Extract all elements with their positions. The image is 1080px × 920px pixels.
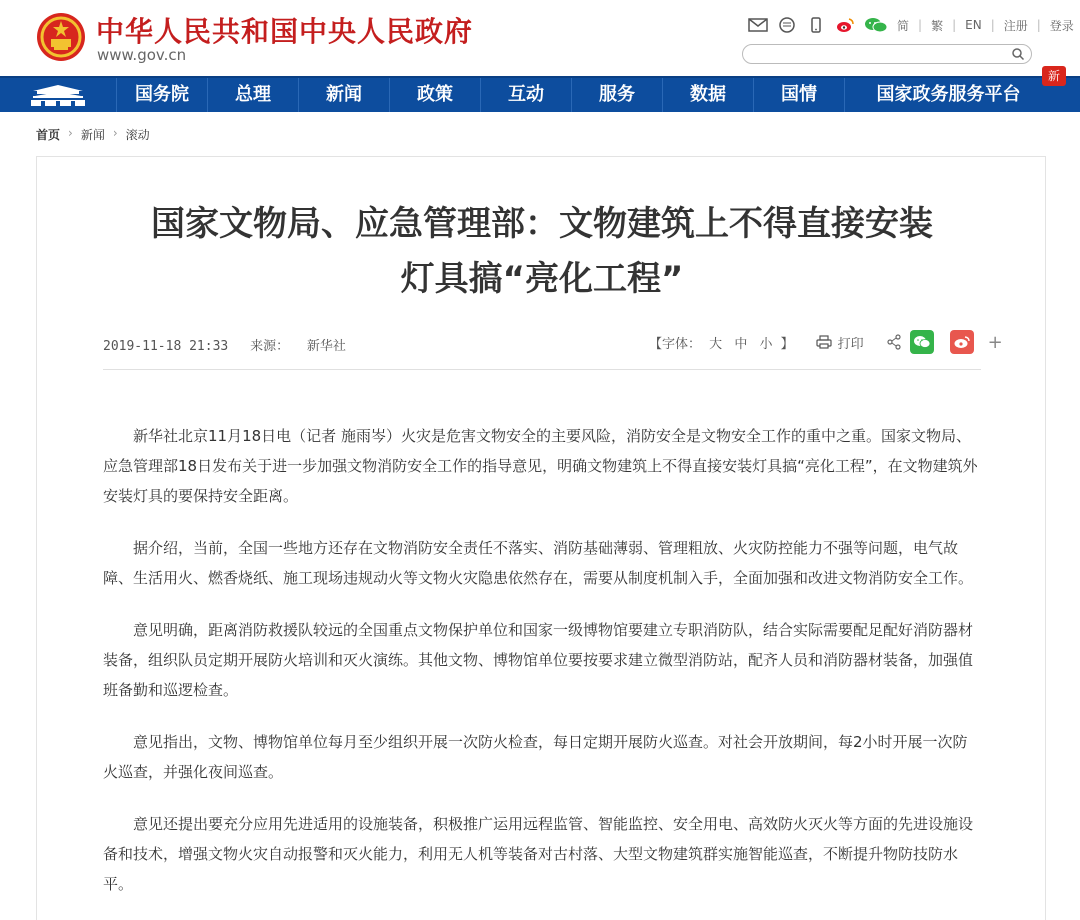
article-title-line2: 灯具搞“亮化工程” [400, 259, 684, 299]
source-label: 来源： [250, 339, 290, 354]
font-size-label: 【字体： [649, 336, 702, 352]
share-icon[interactable] [886, 334, 902, 350]
nav-item-data[interactable]: 数据 [662, 78, 753, 112]
chat-icon[interactable] [777, 17, 797, 33]
breadcrumb-news[interactable]: 新闻 [80, 128, 105, 142]
top-links [748, 14, 1074, 36]
main-nav [0, 69, 1080, 112]
search-icon[interactable] [1011, 47, 1025, 61]
nav-item-news[interactable]: 新闻 [298, 78, 389, 112]
article-body [103, 421, 981, 920]
article-title-line1: 国家文物局、应急管理部：文物建筑上不得直接安装 [151, 204, 933, 244]
site-domain: www.gov.cn [97, 46, 187, 64]
article-paragraph: 据介绍，当前，全国一些地方还存在文物消防安全责任不落实、消防基础薄弱、管理粗放、火灾防控能力不强等问题，电气故障、生活用火、燃香烧纸、施工现场违规动火等文物火灾隐患依然存在，需要从制度机制入手，全面加强和改进文物消防安全工作。 [103, 539, 974, 587]
font-size-close: 】 [780, 336, 794, 352]
breadcrumb-home[interactable]: 首页 [36, 128, 61, 142]
nav-items [116, 78, 1052, 112]
share-weibo-button[interactable] [950, 330, 974, 354]
printer-icon [816, 335, 832, 349]
nav-home[interactable] [0, 78, 116, 112]
source-name: 新华社 [306, 339, 346, 354]
search-input[interactable] [753, 47, 1003, 65]
lang-english-link[interactable]: EN [965, 18, 982, 32]
print-button[interactable] [816, 333, 864, 352]
more-share-icon[interactable]: + [987, 331, 1003, 353]
breadcrumb [36, 126, 150, 143]
article-meta [103, 335, 346, 354]
link-separator: | [1036, 18, 1041, 32]
article-paragraph: 新华社北京11月18日电（记者 施雨岑）火灾是危害文物安全的主要风险，消防安全是文物安全工作的重中之重。国家文物局、应急管理部18日发布关于进一步加强文物消防安全工作的指导意见，明确文物建筑上不得直接安装灯具搞“亮化工程”，在文物建筑外安装灯具的要保持安全距离。 [103, 427, 978, 505]
mail-icon[interactable] [748, 17, 768, 33]
national-emblem-icon[interactable] [36, 12, 86, 62]
lang-simplified-link[interactable]: 简 [897, 18, 910, 33]
nav-item-services[interactable]: 服务 [571, 78, 662, 112]
article-paragraph: 意见指出，文物、博物馆单位每月至少组织开展一次防火检查，每日定期开展防火巡查。对社会开放期间，每2小时开展一次防火巡查，并强化夜间巡查。 [103, 733, 968, 781]
chevron-right-icon: › [112, 126, 118, 140]
wechat-icon[interactable] [864, 17, 888, 33]
article-paragraph: 意见明确，距离消防救援队较远的全国重点文物保护单位和国家一级博物馆要建立专职消防队，结合实际需要配足配好消防器材装备，组织队员定期开展防火培训和灭火演练。其他文物、博物馆单位要按要求建立微型消防站，配齐人员和消防器材装备，加强值班备勤和巡逻检查。 [103, 621, 974, 699]
font-size-control [649, 333, 794, 352]
weibo-icon[interactable] [835, 17, 855, 33]
article-title [97, 197, 987, 307]
phone-icon[interactable] [806, 17, 826, 33]
link-separator: | [990, 18, 995, 32]
font-size-small-button[interactable]: 小 [759, 336, 773, 352]
chevron-right-icon: › [68, 126, 73, 140]
share-wechat-button[interactable] [910, 330, 934, 354]
nav-item-state-council[interactable]: 国务院 [116, 78, 207, 112]
tiananmen-icon [29, 83, 87, 107]
nav-item-interaction[interactable]: 互动 [480, 78, 571, 112]
link-separator: | [918, 18, 923, 32]
font-size-large-button[interactable]: 大 [709, 336, 723, 352]
meta-divider [103, 369, 981, 370]
weibo-icon [953, 335, 971, 349]
site-header [0, 0, 1080, 76]
print-label: 打印 [837, 336, 864, 352]
nav-item-gov-services-platform[interactable]: 国家政务服务平台 [844, 78, 1052, 112]
nav-item-national-info[interactable]: 国情 [753, 78, 844, 112]
link-separator: | [952, 18, 957, 32]
new-badge: 新 [1042, 66, 1066, 86]
font-size-medium-button[interactable]: 中 [734, 336, 748, 352]
breadcrumb-rolling[interactable]: 滚动 [125, 128, 150, 142]
nav-item-premier[interactable]: 总理 [207, 78, 298, 112]
article-paragraph: 意见还提出要充分应用先进适用的设施装备，积极推广运用远程监管、智能监控、安全用电、高效防火灭火等方面的先进设施设备和技术，增强文物火灾自动报警和灭火能力，利用无人机等装备对古村落、大型文物建筑群实施智能巡查，不断提升物防技防水平。 [103, 815, 974, 893]
site-title[interactable]: 中华人民共和国中央人民政府 [96, 15, 474, 48]
register-link[interactable]: 注册 [1003, 18, 1028, 33]
login-link[interactable]: 登录 [1049, 18, 1074, 33]
wechat-icon [913, 335, 931, 349]
nav-item-policy[interactable]: 政策 [389, 78, 480, 112]
search-box [742, 44, 1032, 64]
publish-date: 2019-11-18 21:33 [103, 339, 229, 354]
article-panel [36, 156, 1046, 920]
lang-traditional-link[interactable]: 繁 [931, 18, 944, 33]
article-tools [649, 329, 1003, 355]
